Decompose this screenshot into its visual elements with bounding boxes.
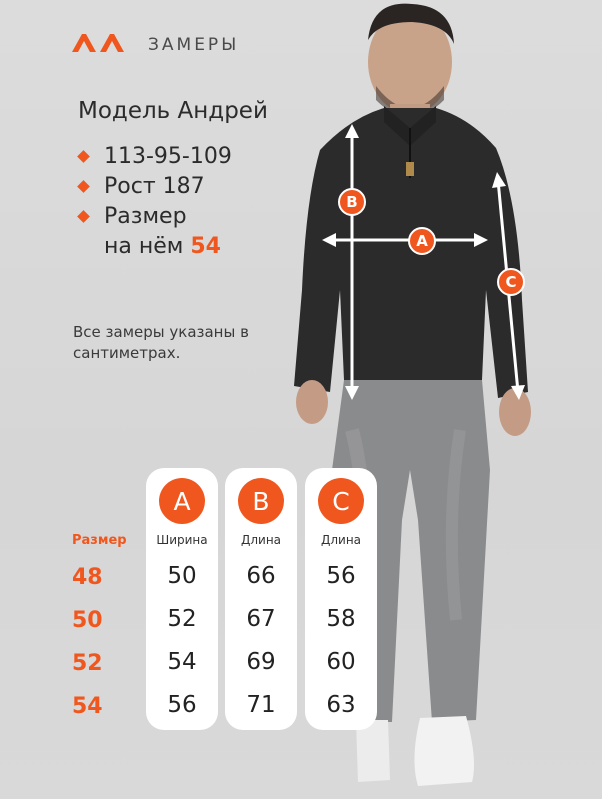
marker-a: A <box>408 227 436 255</box>
model-facts <box>78 142 232 262</box>
size-line1: Размер <box>104 204 187 229</box>
table-cell: 50 <box>167 563 197 589</box>
column-badge: B <box>238 478 284 524</box>
fact-size-cont <box>78 232 232 262</box>
fact-size <box>78 202 232 232</box>
fact-height <box>78 172 232 202</box>
table-cell: 69 <box>246 649 276 675</box>
table-cell: 52 <box>167 606 197 632</box>
column-badge: C <box>318 478 364 524</box>
model-size-value: 54 <box>190 234 221 259</box>
column-label: Ширина <box>156 533 208 547</box>
table-cell: 56 <box>326 563 356 589</box>
size-column <box>72 562 103 734</box>
brand-logo-icon <box>72 34 126 52</box>
table-cell: 56 <box>167 692 197 718</box>
table-cell: 71 <box>246 692 276 718</box>
size-column-header: Размер <box>72 533 127 548</box>
height-text: Рост 187 <box>104 174 205 199</box>
fact-measurements <box>78 142 232 172</box>
marker-b: B <box>338 188 366 216</box>
size-line2: на нём <box>104 234 184 259</box>
bullet-icon <box>77 210 90 223</box>
units-note: Все замеры указаны в сантиметрах. <box>73 323 249 362</box>
size-value: 48 <box>72 565 103 590</box>
column-card-b <box>225 468 297 730</box>
size-value: 50 <box>72 608 103 633</box>
model-name: Модель Андрей <box>78 98 268 124</box>
bullet-icon <box>77 150 90 163</box>
size-value: 54 <box>72 694 103 719</box>
column-label: Длина <box>240 533 282 547</box>
table-cell: 58 <box>326 606 356 632</box>
bullet-icon <box>77 180 90 193</box>
table-cell: 67 <box>246 606 276 632</box>
brand-title: ЗАМЕРЫ <box>148 35 240 55</box>
column-card-c <box>305 468 377 730</box>
table-cell: 54 <box>167 649 197 675</box>
measurements-text: 113-95-109 <box>104 144 232 169</box>
table-cell: 66 <box>246 563 276 589</box>
column-card-a <box>146 468 218 730</box>
table-cell: 60 <box>326 649 356 675</box>
table-cell: 63 <box>326 692 356 718</box>
size-value: 52 <box>72 651 103 676</box>
marker-c: C <box>497 268 525 296</box>
column-badge: A <box>159 478 205 524</box>
column-label: Длина <box>320 533 362 547</box>
